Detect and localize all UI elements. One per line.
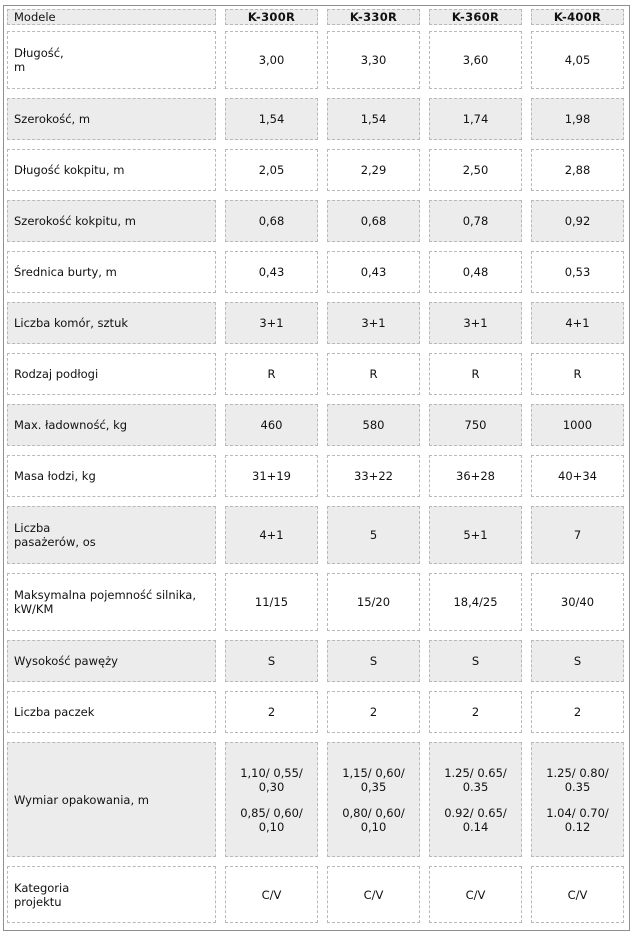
table-cell: 31+19 [225,455,318,497]
spec-table [7,9,624,923]
header-label: Modele [7,9,216,25]
table-cell: 2 [225,691,318,733]
row-label: Długość, m [7,31,216,89]
table-cell [429,742,522,857]
row-label: Maksymalna pojemność silnika, kW/KM [7,573,216,631]
package-dimension: 0,80/ 0,60/ 0,10 [342,805,405,834]
table-cell: 1,54 [225,98,318,140]
table-cell: 2,29 [327,149,420,191]
table-cell: C/V [225,866,318,923]
model-header: K-400R [531,9,624,25]
table-row [7,640,624,682]
table-row [7,866,624,923]
row-label: Długość kokpitu, m [7,149,216,191]
row-label: Średnica burty, m [7,251,216,293]
package-dimension: 0,85/ 0,60/ 0,10 [240,805,303,834]
table-cell [531,742,624,857]
table-cell: 36+28 [429,455,522,497]
row-label: Masa łodzi, kg [7,455,216,497]
table-cell: S [327,640,420,682]
table-row [7,149,624,191]
table-cell: 2,05 [225,149,318,191]
table-row [7,200,624,242]
table-row [7,455,624,497]
table-cell: 3+1 [429,302,522,344]
table-cell [327,742,420,857]
table-row [7,302,624,344]
table-row [7,31,624,89]
table-cell: 3,60 [429,31,522,89]
row-label: Liczba pasażerów, os [7,506,216,564]
package-dimension: 1.04/ 0.70/ 0.12 [546,805,609,834]
table-cell: 11/15 [225,573,318,631]
table-row [7,404,624,446]
table-cell: 4,05 [531,31,624,89]
row-label: Szerokość, m [7,98,216,140]
table-cell: C/V [429,866,522,923]
row-label: Wysokość pawęży [7,640,216,682]
table-cell: 2 [327,691,420,733]
table-cell: 2,88 [531,149,624,191]
table-row [7,506,624,564]
table-cell: 30/40 [531,573,624,631]
table-cell: 0,43 [327,251,420,293]
table-cell: 1000 [531,404,624,446]
table-cell: 0,78 [429,200,522,242]
row-label: Szerokość kokpitu, m [7,200,216,242]
table-row [7,251,624,293]
table-cell: 3+1 [225,302,318,344]
table-cell: C/V [531,866,624,923]
table-cell: 580 [327,404,420,446]
table-cell: 460 [225,404,318,446]
table-cell: 18,4/25 [429,573,522,631]
table-cell [225,742,318,857]
row-label: Kategoria projektu [7,866,216,923]
table-cell: 0,92 [531,200,624,242]
table-cell: 5 [327,506,420,564]
spec-table-body [7,9,624,923]
table-row [7,98,624,140]
table-cell: R [225,353,318,395]
table-cell: 0,68 [225,200,318,242]
table-cell: 7 [531,506,624,564]
package-dimension: 0.92/ 0.65/ 0.14 [444,805,507,834]
table-cell: S [225,640,318,682]
table-cell: C/V [327,866,420,923]
table-cell: 0,68 [327,200,420,242]
table-cell: 0,43 [225,251,318,293]
table-cell: 3+1 [327,302,420,344]
model-header: K-330R [327,9,420,25]
table-cell: 40+34 [531,455,624,497]
table-cell: 0,53 [531,251,624,293]
row-label: Max. ładowność, kg [7,404,216,446]
table-cell: 4+1 [225,506,318,564]
row-label: Rodzaj podłogi [7,353,216,395]
model-header: K-300R [225,9,318,25]
package-dimension: 1,10/ 0,55/ 0,30 [240,765,303,794]
row-label: Liczba paczek [7,691,216,733]
table-cell: R [531,353,624,395]
table-cell: 0,48 [429,251,522,293]
header-row [7,9,624,25]
table-cell: 3,00 [225,31,318,89]
table-cell: 1,98 [531,98,624,140]
table-cell: 33+22 [327,455,420,497]
row-label: Liczba komór, sztuk [7,302,216,344]
table-cell: 15/20 [327,573,420,631]
table-cell: 2 [531,691,624,733]
table-cell: 1,54 [327,98,420,140]
row-label: Wymiar opakowania, m [7,742,216,857]
table-cell: 4+1 [531,302,624,344]
table-cell: S [429,640,522,682]
table-row [7,573,624,631]
table-cell: 5+1 [429,506,522,564]
table-cell: 2 [429,691,522,733]
table-cell: 2,50 [429,149,522,191]
model-header: K-360R [429,9,522,25]
table-cell: 1,74 [429,98,522,140]
table-row [7,742,624,857]
table-cell: 750 [429,404,522,446]
package-dimension: 1.25/ 0.80/ 0.35 [546,765,609,794]
table-row [7,353,624,395]
table-row [7,691,624,733]
package-dimension: 1.25/ 0.65/ 0.35 [444,765,507,794]
table-cell: R [327,353,420,395]
table-cell: S [531,640,624,682]
package-dimension: 1,15/ 0,60/ 0,35 [342,765,405,794]
table-cell: 3,30 [327,31,420,89]
table-cell: R [429,353,522,395]
